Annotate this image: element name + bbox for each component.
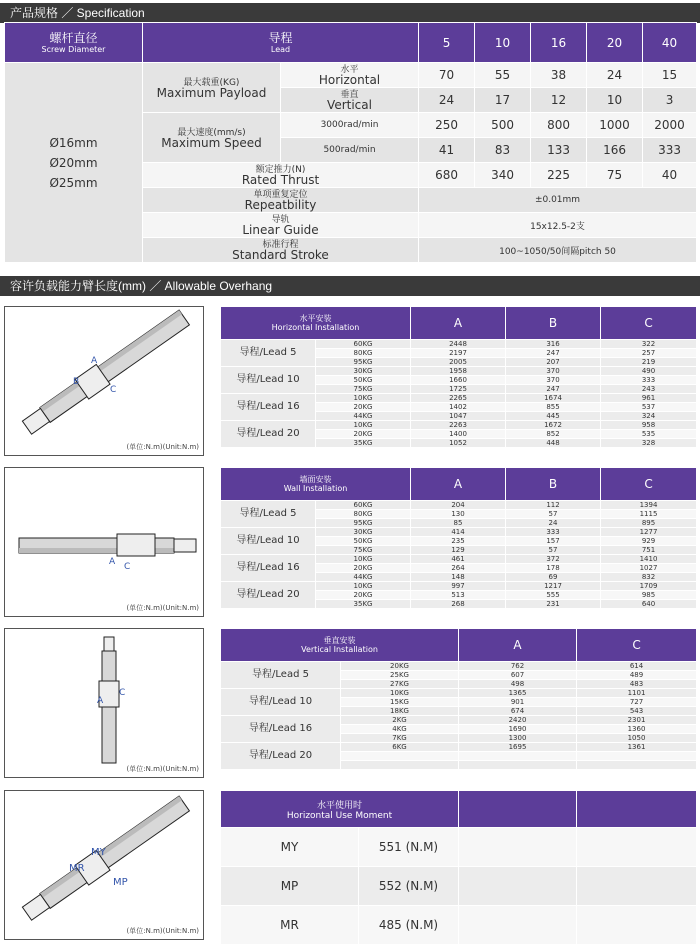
overhang-value: 264 <box>411 564 506 573</box>
unit-note: (单位:N.m)(Unit:N.m) <box>126 765 199 773</box>
wall-overhang-table <box>220 467 697 609</box>
lead-value: 10 <box>475 23 531 63</box>
lead-label: 导程/Lead 16 <box>221 716 341 743</box>
lead-label: 导程/Lead 20 <box>221 421 316 448</box>
spec-table <box>4 22 697 263</box>
overhang-value: 461 <box>411 555 506 564</box>
overhang-value: 555 <box>506 591 601 600</box>
load-cell: 10KG <box>316 421 411 430</box>
lead-label: 导程/Lead 20 <box>221 582 316 609</box>
stroke-label: 标准行程 Standard Stroke <box>143 238 419 263</box>
overhang-value: 69 <box>506 573 601 582</box>
speed-value: 1000 <box>587 113 643 138</box>
moment-header-empty <box>577 791 697 828</box>
overhang-value: 243 <box>601 385 697 394</box>
load-cell: 50KG <box>316 376 411 385</box>
overhang-value: 148 <box>411 573 506 582</box>
column-header: C <box>601 307 697 340</box>
overhang-value: 1709 <box>601 582 697 591</box>
payload-v-value: 12 <box>531 88 587 113</box>
unit-note: (单位:N.m)(Unit:N.m) <box>126 927 199 935</box>
overhang-value: 490 <box>601 367 697 376</box>
overhang-value: 537 <box>601 403 697 412</box>
payload-h-value: 38 <box>531 63 587 88</box>
thrust-value: 75 <box>587 163 643 188</box>
repeat-value: ±0.01mm <box>419 188 697 213</box>
horizontal-actuator-image <box>5 307 203 455</box>
payload-v-value: 17 <box>475 88 531 113</box>
lead-label: 导程/Lead 10 <box>221 528 316 555</box>
column-header: A <box>411 468 506 501</box>
overhang-value: 513 <box>411 591 506 600</box>
overhang-value: 333 <box>601 376 697 385</box>
load-cell: 60KG <box>316 501 411 510</box>
lead-label: 导程/Lead 16 <box>221 394 316 421</box>
lead-label: 导程/Lead 10 <box>221 367 316 394</box>
overhang-value: 483 <box>577 680 697 689</box>
overhang-value: 1277 <box>601 528 697 537</box>
overhang-value <box>577 752 697 761</box>
lead-value: 16 <box>531 23 587 63</box>
overhang-value: 489 <box>577 671 697 680</box>
payload-h-value: 15 <box>643 63 697 88</box>
table-row <box>221 582 697 591</box>
overhang-value: 674 <box>459 707 577 716</box>
overhang-value: 257 <box>601 349 697 358</box>
overhang-value: 1050 <box>577 734 697 743</box>
load-cell: 10KG <box>341 689 459 698</box>
column-header: A <box>459 629 577 662</box>
moment-name: MR <box>221 906 359 945</box>
overhang-value: 247 <box>506 349 601 358</box>
guide-value: 15x12.5-2支 <box>419 213 697 238</box>
moment-value: 485 (N.M) <box>359 906 459 945</box>
load-cell: 35KG <box>316 600 411 609</box>
overhang-value: 2005 <box>411 358 506 367</box>
overhang-value: 727 <box>577 698 697 707</box>
payload-v-value: 24 <box>419 88 475 113</box>
table-row <box>221 555 697 564</box>
unit-note: (单位:N.m)(Unit:N.m) <box>126 443 199 451</box>
moment-name: MP <box>221 867 359 906</box>
overhang-value: 130 <box>411 510 506 519</box>
speed-rpm-2: 500rad/min <box>281 138 419 163</box>
payload-v-value: 10 <box>587 88 643 113</box>
thrust-value: 40 <box>643 163 697 188</box>
overhang-value: 235 <box>411 537 506 546</box>
payload-h-value: 70 <box>419 63 475 88</box>
overhang-value: 129 <box>411 546 506 555</box>
overhang-value: 1660 <box>411 376 506 385</box>
overhang-value: 832 <box>601 573 697 582</box>
load-cell: 35KG <box>316 439 411 448</box>
moment-value: 551 (N.M) <box>359 828 459 867</box>
overhang-value: 333 <box>506 528 601 537</box>
stroke-value: 100~1050/50间隔pitch 50 <box>419 238 697 263</box>
overhang-value: 370 <box>506 367 601 376</box>
installation-header: 垂直安装 Vertical Installation <box>221 629 459 662</box>
overhang-value: 414 <box>411 528 506 537</box>
lead-label: 导程/Lead 10 <box>221 689 341 716</box>
overhang-value: 322 <box>601 340 697 349</box>
overhang-value <box>459 761 577 770</box>
load-cell: 4KG <box>341 725 459 734</box>
moment-diagram <box>4 790 204 940</box>
load-cell: 95KG <box>316 358 411 367</box>
table-row <box>221 662 697 671</box>
speed-value: 800 <box>531 113 587 138</box>
moment-actuator-image <box>5 791 203 939</box>
load-cell: 25KG <box>341 671 459 680</box>
spec-section-title: 产品规格 ／ Specification <box>0 3 700 23</box>
unit-note: (单位:N.m)(Unit:N.m) <box>126 604 199 612</box>
table-row <box>221 421 697 430</box>
load-cell: 15KG <box>341 698 459 707</box>
overhang-value: 958 <box>601 421 697 430</box>
load-cell <box>341 761 459 770</box>
payload-h-value: 24 <box>587 63 643 88</box>
overhang-value: 1402 <box>411 403 506 412</box>
overhang-value: 2301 <box>577 716 697 725</box>
lead-label: 导程/Lead 5 <box>221 501 316 528</box>
screw-diameter-header: 螺杆直径 Screw Diameter <box>5 23 143 63</box>
overhang-value: 1695 <box>459 743 577 752</box>
table-row <box>221 743 697 752</box>
overhang-value <box>577 761 697 770</box>
overhang-value: 231 <box>506 600 601 609</box>
diameter-list: Ø16mm Ø20mm Ø25mm <box>5 63 143 263</box>
load-cell: 7KG <box>341 734 459 743</box>
overhang-value: 1047 <box>411 412 506 421</box>
lead-label: 导程/Lead 5 <box>221 340 316 367</box>
payload-v-value: 3 <box>643 88 697 113</box>
load-cell: 75KG <box>316 385 411 394</box>
diagram-label: MR <box>69 863 85 874</box>
overhang-value: 607 <box>459 671 577 680</box>
load-cell: 27KG <box>341 680 459 689</box>
diagram-label: C <box>110 385 117 395</box>
load-cell: 10KG <box>316 394 411 403</box>
overhang-value: 247 <box>506 385 601 394</box>
column-header: A <box>411 307 506 340</box>
repeat-label: 单项重复定位 Repeatbility <box>143 188 419 213</box>
overhang-value: 178 <box>506 564 601 573</box>
load-cell: 10KG <box>316 582 411 591</box>
overhang-value: 219 <box>601 358 697 367</box>
overhang-value: 535 <box>601 430 697 439</box>
vertical-label: 垂直 Vertical <box>281 88 419 113</box>
load-cell: 95KG <box>316 519 411 528</box>
overhang-value: 1672 <box>506 421 601 430</box>
table-row <box>221 528 697 537</box>
overhang-value: 1217 <box>506 582 601 591</box>
overhang-value: 762 <box>459 662 577 671</box>
overhang-value: 24 <box>506 519 601 528</box>
speed-value: 166 <box>587 138 643 163</box>
overhang-value: 895 <box>601 519 697 528</box>
lead-label: 导程/Lead 5 <box>221 662 341 689</box>
moment-value: 552 (N.M) <box>359 867 459 906</box>
speed-value: 250 <box>419 113 475 138</box>
speed-value: 333 <box>643 138 697 163</box>
horizontal-diagram <box>4 306 204 456</box>
diagram-label: C <box>119 688 126 698</box>
overhang-value: 985 <box>601 591 697 600</box>
speed-value: 2000 <box>643 113 697 138</box>
overhang-value: 370 <box>506 376 601 385</box>
overhang-value: 57 <box>506 510 601 519</box>
horizontal-overhang-table <box>220 306 697 448</box>
overhang-value: 855 <box>506 403 601 412</box>
thrust-value: 225 <box>531 163 587 188</box>
overhang-value: 324 <box>601 412 697 421</box>
wall-actuator-image <box>5 468 203 616</box>
lead-value: 40 <box>643 23 697 63</box>
overhang-value: 901 <box>459 698 577 707</box>
overhang-value: 1410 <box>601 555 697 564</box>
load-cell: 20KG <box>316 591 411 600</box>
installation-header: 墙面安装 Wall Installation <box>221 468 411 501</box>
installation-header: 水平安装 Horizontal Installation <box>221 307 411 340</box>
load-cell: 20KG <box>316 564 411 573</box>
overhang-value: 543 <box>577 707 697 716</box>
table-row <box>221 716 697 725</box>
lead-value: 5 <box>419 23 475 63</box>
table-row <box>221 501 697 510</box>
overhang-value: 2265 <box>411 394 506 403</box>
overhang-value: 112 <box>506 501 601 510</box>
overhang-value: 997 <box>411 582 506 591</box>
column-header: B <box>506 307 601 340</box>
table-row <box>221 394 697 403</box>
load-cell: 50KG <box>316 537 411 546</box>
diagram-label: A <box>91 356 98 366</box>
lead-label: 导程/Lead 20 <box>221 743 341 770</box>
load-cell: 10KG <box>316 555 411 564</box>
lead-value: 20 <box>587 23 643 63</box>
speed-value: 41 <box>419 138 475 163</box>
table-row <box>221 689 697 698</box>
load-cell: 80KG <box>316 510 411 519</box>
overhang-value: 1361 <box>577 743 697 752</box>
load-cell: 6KG <box>341 743 459 752</box>
speed-rpm-1: 3000rad/min <box>281 113 419 138</box>
diagram-label: B <box>73 377 80 387</box>
thrust-value: 340 <box>475 163 531 188</box>
overhang-value: 1360 <box>577 725 697 734</box>
payload-label: 最大载重(KG) Maximum Payload <box>143 63 281 113</box>
load-cell <box>341 752 459 761</box>
load-cell: 80KG <box>316 349 411 358</box>
overhang-value: 1958 <box>411 367 506 376</box>
diagram-label: C <box>124 562 131 572</box>
vertical-overhang-table <box>220 628 697 770</box>
overhang-section-title: 容许负载能力臂长度(mm) ／ Allowable Overhang <box>0 276 700 296</box>
overhang-value: 268 <box>411 600 506 609</box>
horizontal-label: 水平 Horizontal <box>281 63 419 88</box>
speed-value: 500 <box>475 113 531 138</box>
overhang-value: 2448 <box>411 340 506 349</box>
overhang-value: 1115 <box>601 510 697 519</box>
load-cell: 44KG <box>316 573 411 582</box>
thrust-label: 额定推力(N) Rated Thrust <box>143 163 419 188</box>
overhang-value: 448 <box>506 439 601 448</box>
overhang-value: 751 <box>601 546 697 555</box>
diagram-label: A <box>97 696 104 706</box>
lead-label: 导程/Lead 16 <box>221 555 316 582</box>
overhang-value: 372 <box>506 555 601 564</box>
lead-header: 导程 Lead <box>143 23 419 63</box>
overhang-value: 1690 <box>459 725 577 734</box>
diagram-label: MY <box>91 847 106 858</box>
load-cell: 75KG <box>316 546 411 555</box>
overhang-value: 640 <box>601 600 697 609</box>
vertical-diagram <box>4 628 204 778</box>
guide-label: 导轨 Linear Guide <box>143 213 419 238</box>
payload-h-value: 55 <box>475 63 531 88</box>
load-cell: 30KG <box>316 528 411 537</box>
load-cell: 2KG <box>341 716 459 725</box>
overhang-value: 1027 <box>601 564 697 573</box>
spec-header-row <box>5 23 697 63</box>
speed-label: 最大速度(mm/s) Maximum Speed <box>143 113 281 163</box>
overhang-value: 961 <box>601 394 697 403</box>
load-cell: 60KG <box>316 340 411 349</box>
overhang-value: 328 <box>601 439 697 448</box>
overhang-value: 207 <box>506 358 601 367</box>
load-cell: 20KG <box>316 430 411 439</box>
overhang-value: 1052 <box>411 439 506 448</box>
overhang-value: 1400 <box>411 430 506 439</box>
overhang-value <box>459 752 577 761</box>
overhang-value: 2197 <box>411 349 506 358</box>
load-cell: 30KG <box>316 367 411 376</box>
overhang-value: 1674 <box>506 394 601 403</box>
overhang-value: 316 <box>506 340 601 349</box>
thrust-value: 680 <box>419 163 475 188</box>
load-cell: 20KG <box>341 662 459 671</box>
overhang-value: 57 <box>506 546 601 555</box>
diagram-label: MP <box>113 877 128 888</box>
overhang-value: 445 <box>506 412 601 421</box>
overhang-value: 1101 <box>577 689 697 698</box>
wall-diagram <box>4 467 204 617</box>
moment-table <box>220 790 697 945</box>
overhang-value: 498 <box>459 680 577 689</box>
column-header: C <box>577 629 697 662</box>
overhang-value: 2263 <box>411 421 506 430</box>
moment-header: 水平使用时 Horizontal Use Moment <box>221 791 459 828</box>
column-header: C <box>601 468 697 501</box>
overhang-value: 2420 <box>459 716 577 725</box>
overhang-value: 852 <box>506 430 601 439</box>
vertical-actuator-image <box>5 629 203 777</box>
overhang-value: 1300 <box>459 734 577 743</box>
column-header: B <box>506 468 601 501</box>
moment-name: MY <box>221 828 359 867</box>
table-row <box>221 367 697 376</box>
speed-value: 83 <box>475 138 531 163</box>
overhang-value: 1725 <box>411 385 506 394</box>
load-cell: 44KG <box>316 412 411 421</box>
overhang-value: 204 <box>411 501 506 510</box>
speed-value: 133 <box>531 138 587 163</box>
load-cell: 20KG <box>316 403 411 412</box>
load-cell: 18KG <box>341 707 459 716</box>
table-row <box>221 340 697 349</box>
overhang-value: 1394 <box>601 501 697 510</box>
overhang-value: 85 <box>411 519 506 528</box>
overhang-value: 157 <box>506 537 601 546</box>
diagram-label: A <box>109 557 116 567</box>
overhang-value: 614 <box>577 662 697 671</box>
moment-header-empty <box>459 791 577 828</box>
overhang-value: 1365 <box>459 689 577 698</box>
overhang-value: 929 <box>601 537 697 546</box>
